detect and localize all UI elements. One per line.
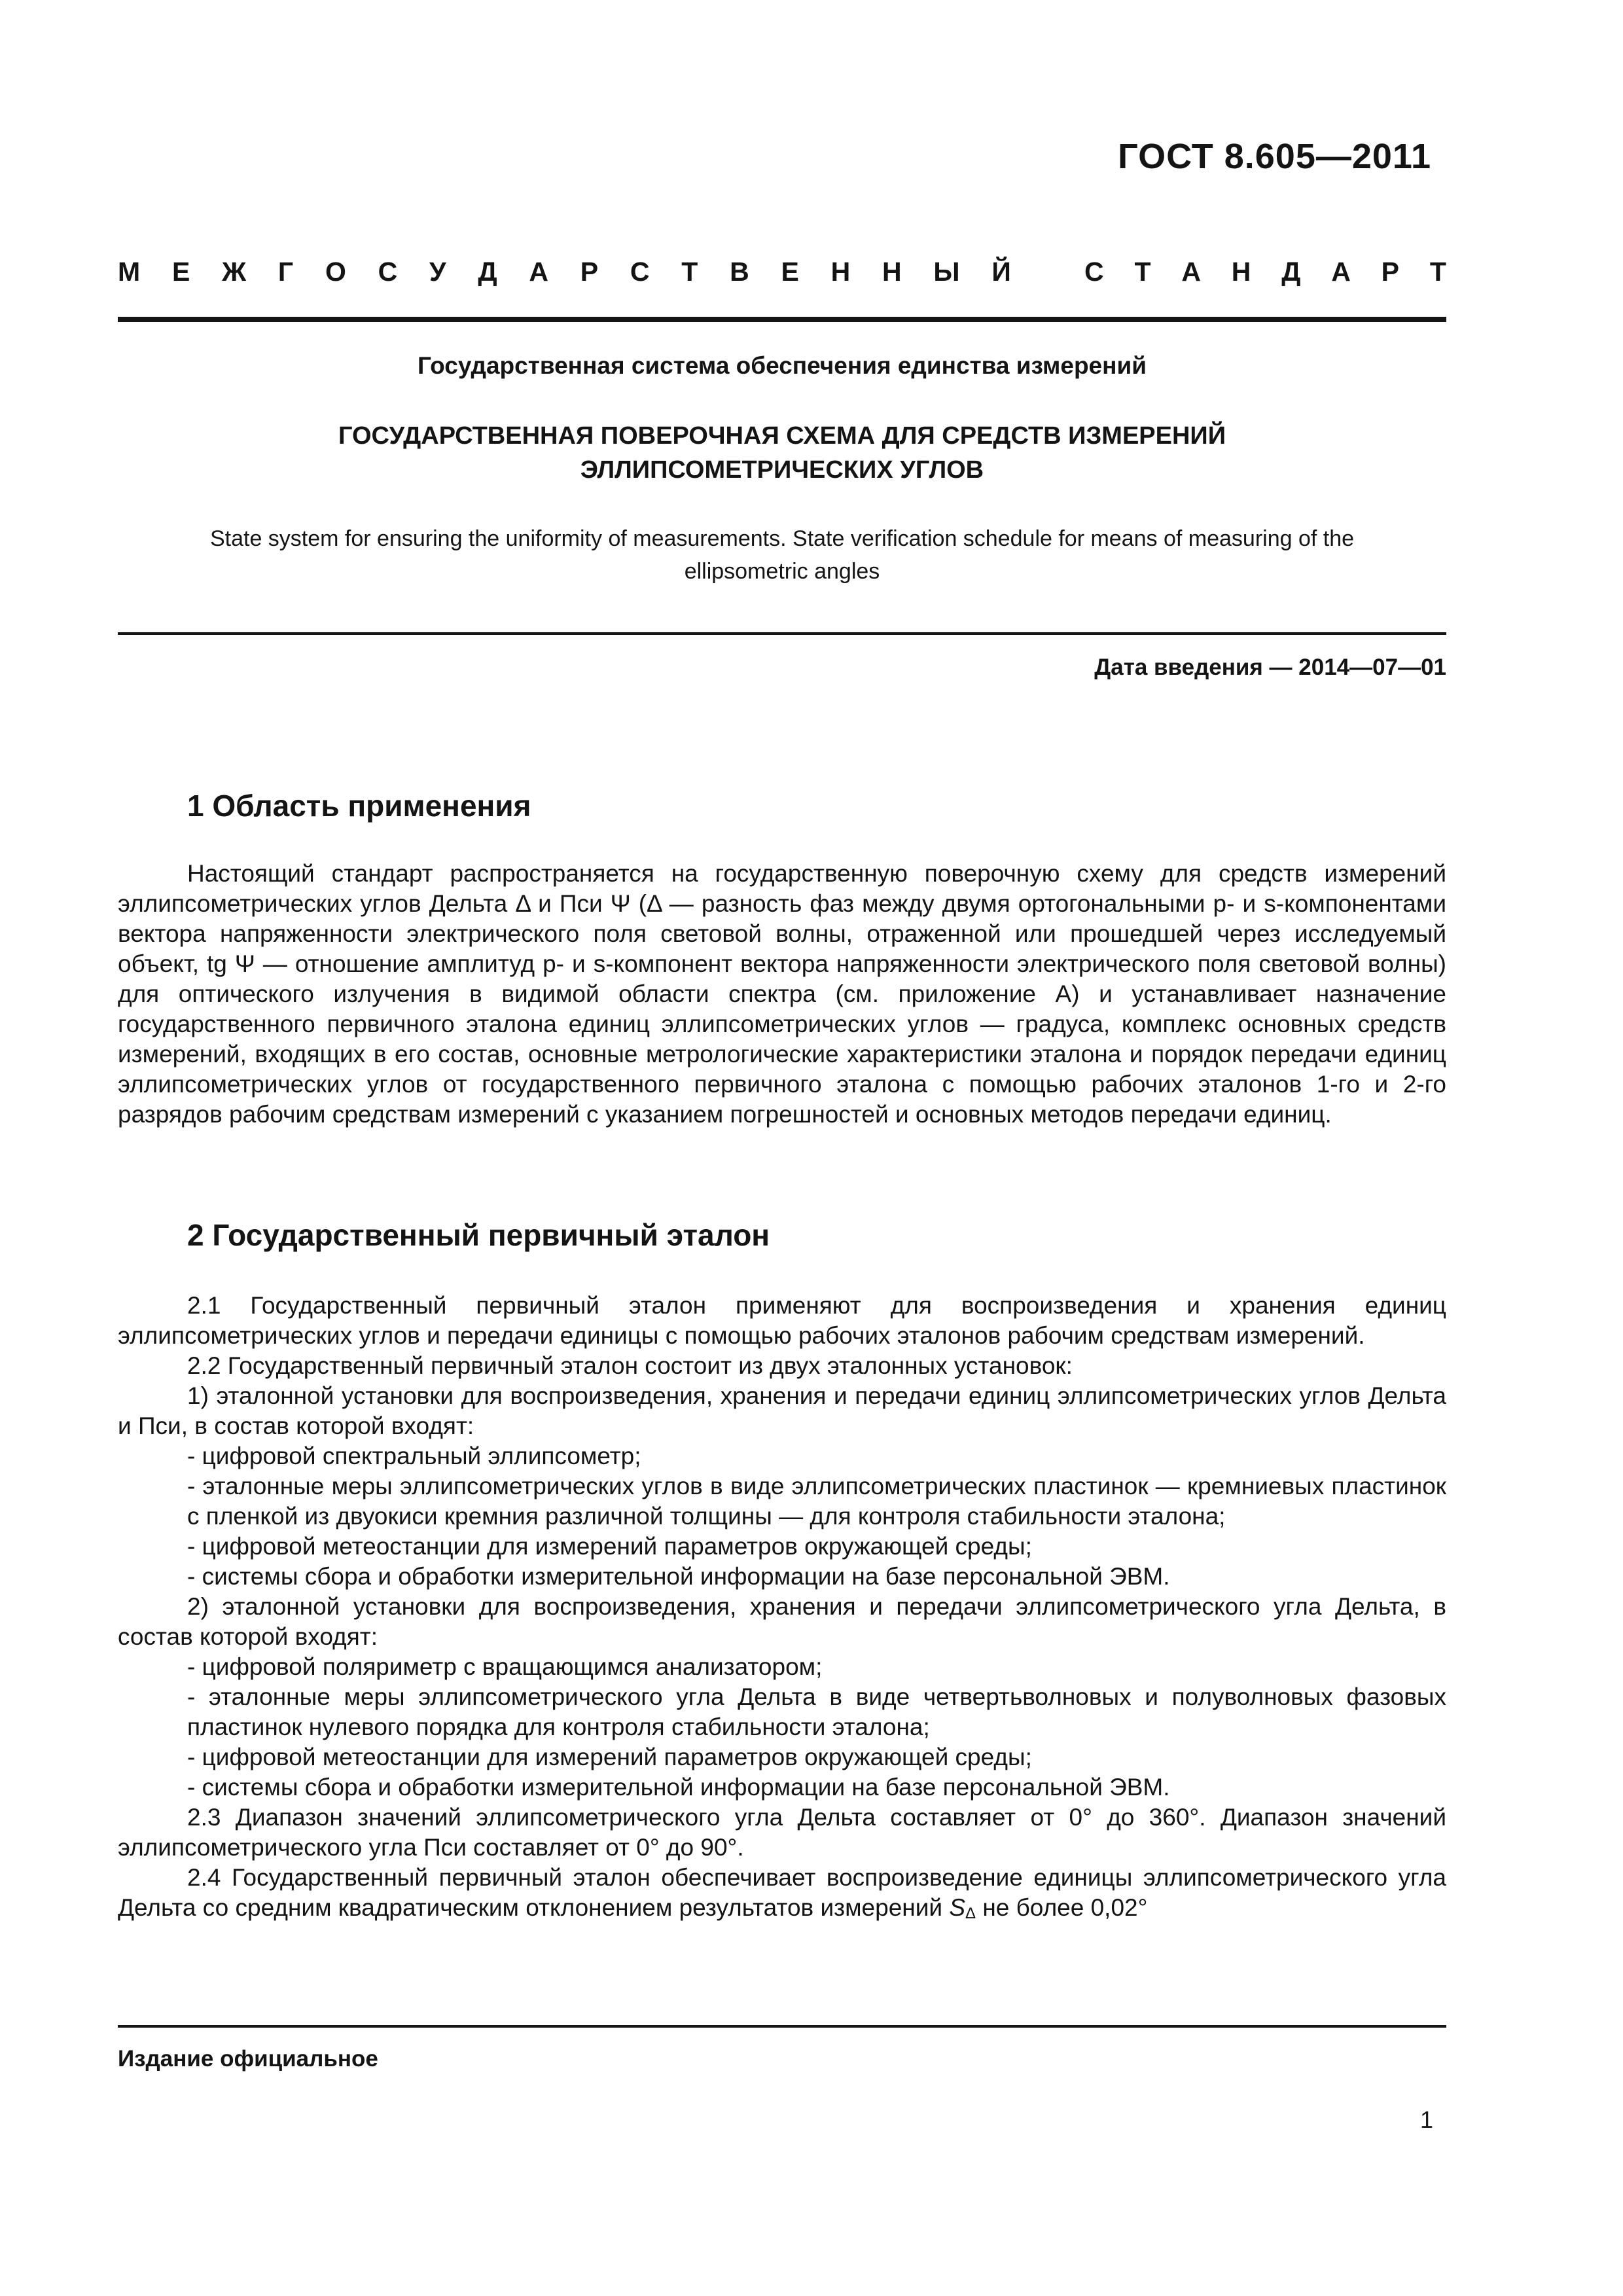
standard-type-letter: Р [580,257,599,287]
dash-item: - цифровой метеостанции для измерений параметров окружающей среды; [187,1533,1032,1560]
section-1-body [118,859,1446,1130]
standard-type-letter: В [730,257,749,287]
clause-2-3: 2.3 Диапазон значений эллипсометрического угла Дельта составляет от 0° до 360°. Диапазон значений эллипсометрического угла Пси составляет от 0° до 90°. [118,1804,1446,1861]
standard-type-letter: Ы [933,257,960,287]
section-2-heading: 2 Государственный первичный эталон [187,1218,770,1252]
standard-type-letter: А [1181,257,1201,287]
standard-type-letter: Н [882,257,902,287]
english-title-line-2: ellipsometric angles [684,559,880,584]
standard-type-letter: О [325,257,346,287]
standard-type-letter: Т [681,257,698,287]
document-title [118,419,1446,487]
standard-type-letter: Д [1281,257,1301,287]
sd-subscript: Δ [965,1905,976,1922]
standard-type-letter: Р [1381,257,1400,287]
standard-type-letter: А [1331,257,1351,287]
introduction-date: Дата введения — 2014—07—01 [1094,655,1446,680]
standard-type-letter: С [630,257,650,287]
standard-type-word-2 [1084,257,1446,287]
standard-type-letter: Ж [222,257,247,287]
standard-type-heading [118,257,1446,287]
standard-type-letter: Е [781,257,799,287]
list-item-2: 2) эталонной установки для воспроизведения, хранения и передачи эллипсометрического угла Дельта, в состав которой входят: [118,1593,1446,1650]
standard-type-letter: А [529,257,548,287]
system-title: Государственная система обеспечения единства измерений [418,352,1147,379]
footer-rule [118,2025,1446,2028]
standard-type-letter: Е [171,257,190,287]
standard-type-letter: Д [478,257,497,287]
clause-2-4-tail: не более 0,02° [976,1894,1148,1921]
standard-type-letter: У [429,257,446,287]
standard-type-letter: М [118,257,141,287]
standard-type-letter: Т [1429,257,1446,287]
standard-type-letter: Н [830,257,851,287]
standard-type-letter: С [1084,257,1104,287]
title-rule [118,632,1446,635]
section-2-body [118,1291,1446,1929]
standard-type-letter: Г [277,257,294,287]
list-item-1: 1) эталонной установки для воспроизведения, хранения и передачи единиц эллипсометрических углов Дельта и Пси, в состав которой входят: [118,1382,1446,1439]
standard-type-letter: С [378,257,398,287]
sd-symbol: S [949,1894,966,1921]
clause-2-4 [118,1863,1446,1929]
clause-2-1: 2.1 Государственный первичный эталон применяют для воспроизведения и хранения единиц эллипсометрических углов и передачи единицы с помощью рабочих эталонов рабочим средствам измерений. [118,1292,1446,1349]
dash-item: - цифровой поляриметр с вращающимся анализатором; [187,1653,823,1680]
dash-item: - эталонные меры эллипсометрического угла Дельта в виде четвертьволновых и полуволновых фазовых пластинок нулевого порядка для контроля стабильности эталона; [187,1683,1446,1740]
standard-type-letter: Т [1134,257,1151,287]
title-line-2: ЭЛЛИПСОМЕТРИЧЕСКИХ УГЛОВ [580,456,984,484]
dash-item: - системы сбора и обработки измерительной информации на базе персональной ЭВМ. [187,1774,1170,1801]
section-1-heading: 1 Область применения [187,789,531,823]
standard-type-letter: Н [1231,257,1251,287]
english-title-line-1: State system for ensuring the uniformity of measurements. State verification schedule for means of measuring of the [209,526,1355,551]
english-title [118,522,1446,588]
dash-item: - системы сбора и обработки измерительной информации на базе персональной ЭВМ. [187,1563,1170,1590]
section-1-paragraph: Настоящий стандарт распространяется на государственную поверочную схему для средств измерений эллипсометрических углов Дельта Δ и Пси Ψ (Δ — разность фаз между двумя ортогональными p- и s-компонентами вектора напряженности электрического поля световой волны, отраженной или прошедшей через исследуемый объект, tg Ψ — отношение амплитуд p- и s-компонент вектора напряженности электрического поля световой волны) для оптического излучения в видимой области спектра (см. приложение А) и устанавливает назначение государственного первичного эталона единиц эллипсометрических углов — градуса, комплекс основных средств измерений, входящих в его состав, основные метрологические характеристики эталона и порядок передачи единиц эллипсометрических углов от государственного первичного эталона с помощью рабочих эталонов 1-го и 2-го разрядов рабочим средствам измерений с указанием погрешностей и основных методов передачи единиц. [118,860,1446,1128]
page-number: 1 [1419,2106,1433,2133]
dash-item: - эталонные меры эллипсометрических углов в виде эллипсометрических пластинок — кремниевых пластинок с пленкой из двуокиси кремния различной толщины — для контроля стабильности эталона; [187,1473,1446,1530]
clause-2-4-text: 2.4 Государственный первичный эталон обеспечивает воспроизведение единицы эллипсометрического угла Дельта со средним квадратическим отклонением результатов измерений [118,1864,1446,1921]
title-line-1: ГОСУДАРСТВЕННАЯ ПОВЕРОЧНАЯ СХЕМА ДЛЯ СРЕДСТВ ИЗМЕРЕНИЙ [338,422,1226,450]
standard-code: ГОСТ 8.605—2011 [1118,137,1431,176]
standard-type-letter: Й [991,257,1011,287]
dash-item: - цифровой метеостанции для измерений параметров окружающей среды; [187,1744,1032,1770]
dash-item: - цифровой спектральный эллипсометр; [187,1443,641,1469]
clause-2-2: 2.2 Государственный первичный эталон состоит из двух эталонных установок: [187,1352,1073,1379]
standard-type-word-1 [118,257,1011,287]
official-edition-label: Издание официальное [118,2046,378,2072]
header-rule [118,317,1446,322]
